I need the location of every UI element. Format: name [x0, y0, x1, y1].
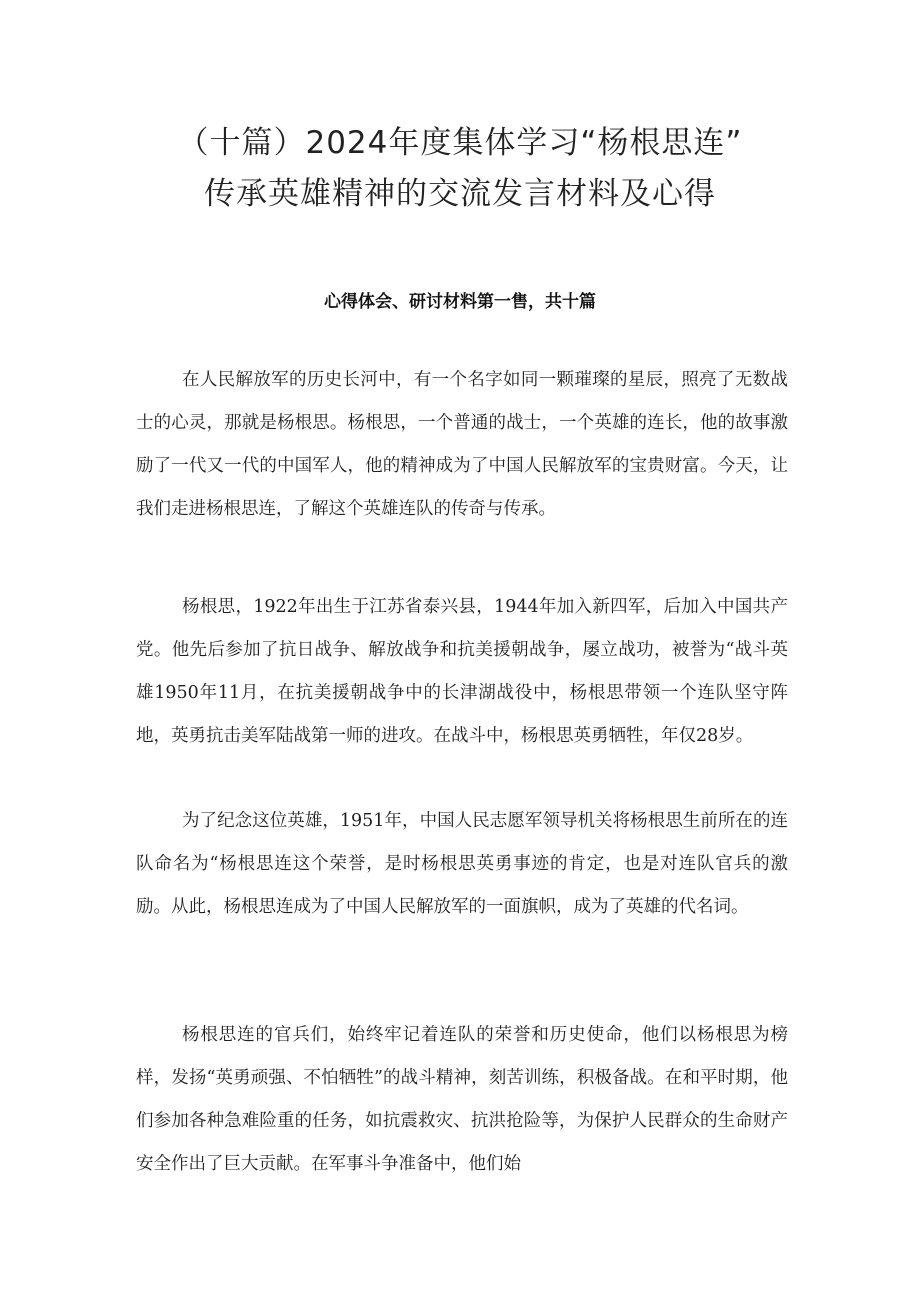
body-paragraph-2: 杨根思，1922年出生于江苏省泰兴县，1944年加入新四军，后加入中国共产党。他先后参加了抗日战争、解放战争和抗美援朝战争，屡立战功，被誉为“战斗英雄1950年11月，在抗美援朝战争中的长津湖战役中，杨根思带领一个连队坚守阵地，英勇抗击美军陆战第一师的进攻。在战斗中，杨根思英勇牺牲，年仅28岁。: [136, 596, 788, 746]
body-paragraph-3: 为了纪念这位英雄，1951年，中国人民志愿军领导机关将杨根思生前所在的连队命名为“杨根思连这个荣誉，是时杨根思英勇事迹的肯定，也是对连队官兵的激励。从此，杨根思连成为了中国人民解放军的一面旗帜，成为了英雄的代名词。: [136, 810, 788, 917]
document-title-line-1: （十篇）2024年度集体学习“杨根思连”: [177, 125, 743, 161]
body-paragraph-4: 杨根思连的官兵们，始终牢记着连队的荣誉和历史使命，他们以杨根思为榜样，发扬“英勇顽强、不怕牺牲”的战斗精神，刻苦训练，积极备战。在和平时期，他们参加各种急难险重的任务，如抗震救灾、抗洪抢险等，为保护人民群众的生命财产安全作出了巨大贡献。在军事斗争准备中，他们始: [136, 1024, 788, 1174]
document-title-line-2: 传承英雄精神的交流发言材料及心得: [204, 176, 716, 212]
body-paragraph-1: 在人民解放军的历史长河中，有一个名字如同一颗璀璨的星辰，照亮了无数战士的心灵，那就是杨根思。杨根思，一个普通的战士，一个英雄的连长，他的故事激励了一代又一代的中国军人，他的精神成为了中国人民解放军的宝贵财富。今天，让我们走进杨根思连，了解这个英雄连队的传奇与传承。: [136, 369, 788, 519]
document-subtitle: 心得体会、研讨材料第一售，共十篇: [324, 292, 596, 312]
